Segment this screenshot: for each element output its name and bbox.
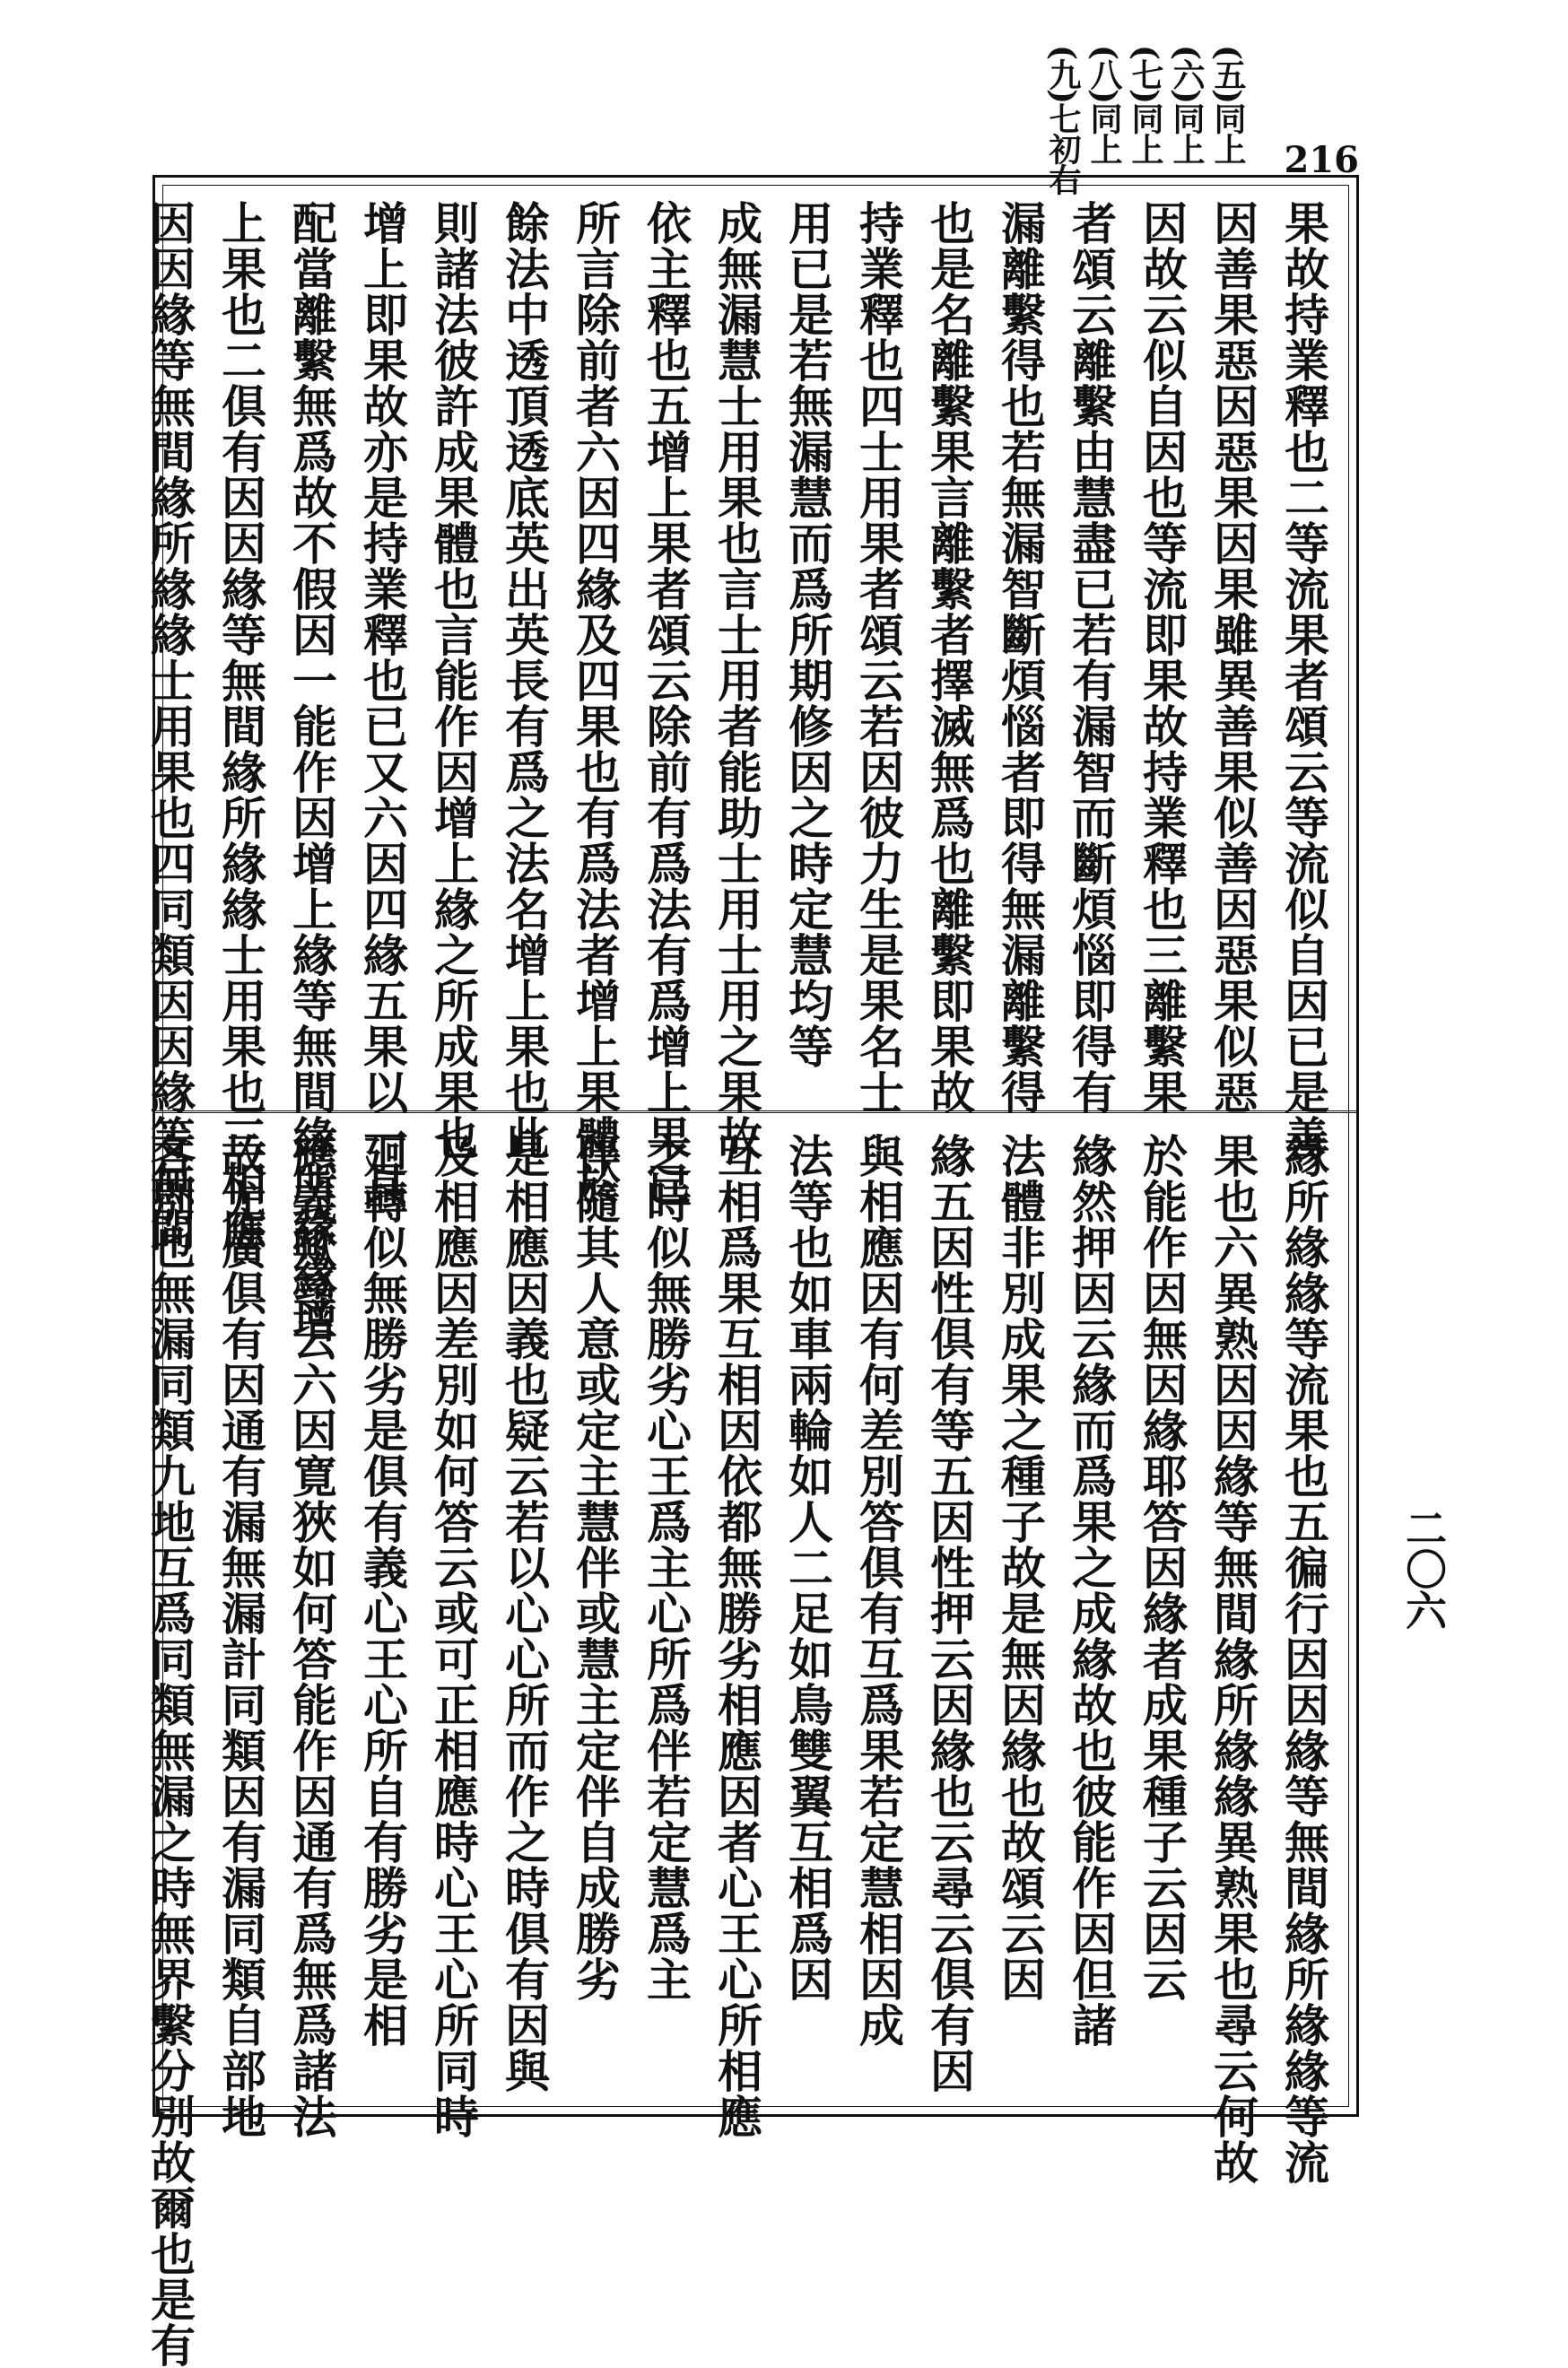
text-line: 之時似無勝劣心王爲主心所爲伴若定慧爲主 — [640, 1133, 693, 2002]
text-line: 因因緣等無間緣所緣緣士用果也四同類因因緣等無間 — [144, 200, 196, 1252]
header-note: (九)七初右 — [1044, 45, 1082, 195]
text-line: 果故持業釋也二等流果者頌云等流似自因已是善 — [1277, 200, 1330, 1161]
text-line: 持業釋也四士用果者頌云若因彼力生是果名士 — [852, 200, 905, 1115]
text-line: 故尤廣倶有因通有漏無漏計同類因有漏同類自部地 — [214, 1133, 267, 2139]
upper-text-block — [144, 200, 1339, 1344]
side-page-number: 二〇六 — [1399, 1507, 1448, 1631]
header-note: (六)同上 — [1168, 45, 1206, 164]
text-line: 法體非別成果之種子故是無因緣也故頌云因 — [994, 1133, 1047, 2002]
text-line: 法等也如車兩輪如人二足如鳥雙翼互相爲因 — [781, 1133, 834, 2002]
text-line: 是相應因義也疑云若以心心所而作之時倶有因與 — [498, 1133, 551, 2094]
text-frame — [144, 175, 1359, 2368]
text-line: 緣所緣緣等流果也五徧行因因緣等無間緣所緣緣等流 — [1277, 1133, 1330, 2185]
text-line: 果也六異熟因因緣等無間緣所緣緣異熟果也尋云何故 — [1206, 1133, 1259, 2185]
header-note: (八)同上 — [1085, 45, 1123, 164]
text-line: 成無漏慧士用果也言士用者能助士用士用之果故 — [710, 200, 763, 1161]
page-number: 216 — [1284, 139, 1359, 181]
text-line: 廻轉似無勝劣是倶有義心王心所自有勝劣是相 — [356, 1133, 409, 2048]
text-line: 因故云似自因也等流即果故持業釋也三離繫果 — [1136, 200, 1189, 1115]
text-line: 用已是若無漏慧而爲所期修因之時定慧均等 — [781, 200, 834, 1069]
text-line: 也是名離繫果言離繫者擇滅無爲也離繫即果故 — [923, 200, 976, 1115]
text-line: 緣五因性倶有等五因性押云因緣也云尋云倶有因 — [923, 1133, 976, 2094]
text-line: 應義歟尋云六因寛狹如何答能作因通有爲無爲諸法 — [285, 1133, 338, 2139]
text-line: 配當離繫無爲故不假因一能作因增上緣等無間緣所緣緣增 — [285, 200, 338, 1344]
text-line: 及相應因差別如何答云或可正相應時心王心所同時 — [427, 1133, 480, 2139]
text-line: 所言除前者六因四緣及四果也有爲法者增上果體於 — [569, 200, 622, 1206]
text-line: 緣然押因云緣而爲果之成緣故也彼能作因但諸 — [1065, 1133, 1118, 2048]
text-line: 增上即果故亦是持業釋也已又六因四緣五果以一具 — [356, 200, 409, 1206]
text-line: 漏離繫得也若無漏智斷煩惱者即得無漏離繫得 — [994, 200, 1047, 1115]
text-line: 於能作因無因緣耶答因緣者成果種子云因云 — [1136, 1133, 1189, 2002]
lower-text-block — [144, 1133, 1339, 2368]
text-line: 者頌云離繫由慧盡已若有漏智而斷煩惱即得有 — [1065, 200, 1118, 1115]
text-line: 則諸法彼許成果體也言能作因增上緣之所成果也 — [427, 200, 480, 1161]
text-line: 伴隨其人意或定主慧伴或慧主定伴自成勝劣 — [569, 1133, 622, 2002]
header-notes — [978, 45, 1247, 195]
text-line: 餘法中透頂透底英出英長有爲之法名增上果也此 — [498, 200, 551, 1161]
text-line: 上果也二倶有因因緣等無間緣所緣緣士用果也三相應 — [214, 200, 267, 1252]
header-note: (七)同上 — [1127, 45, 1164, 164]
text-line: 各別也無漏同類九地互爲同類無漏之時無界繫分別故爾也是有 — [144, 1133, 196, 2368]
text-line: 因善果惡因惡果因果雖異善果似善因惡果似惡 — [1206, 200, 1259, 1115]
header-note: (五)同上 — [1209, 45, 1247, 164]
text-line: 依主釋也五增上果者頌云除前有爲法有爲增上果已 — [640, 200, 693, 1206]
text-line: 互相爲果互相因依都無勝劣相應因者心王心所相應 — [710, 1133, 763, 2139]
text-line: 與相應因有何差別答倶有互爲果若定慧相因成 — [852, 1133, 905, 2048]
